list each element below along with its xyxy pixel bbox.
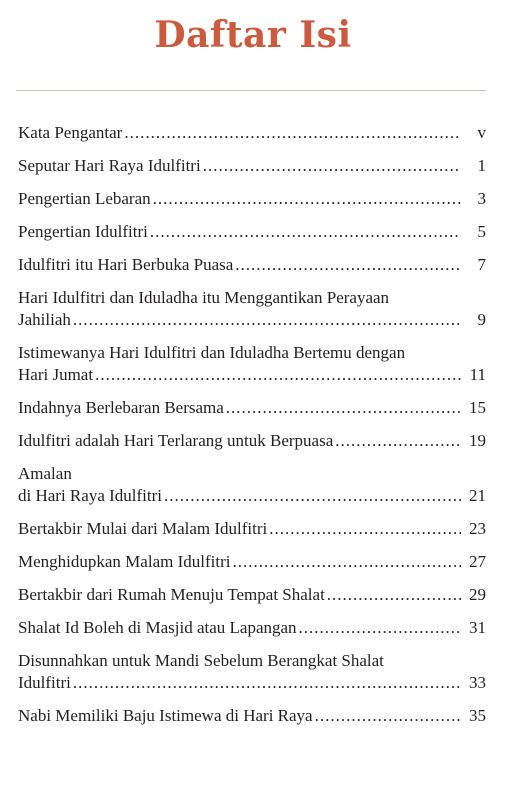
toc-entry[interactable] [18,221,486,243]
toc-entry[interactable] [18,584,486,606]
toc-entry-title: Bertakbir dari Rumah Menuju Tempat Shalat [18,585,325,604]
toc-entry[interactable] [18,650,486,694]
toc-entry-title: Idulfitri adalah Hari Terlarang untuk Berpuasa [18,431,334,450]
toc-entry[interactable] [18,254,486,276]
toc-entry[interactable] [18,705,486,727]
dot-leader [299,617,461,639]
toc-entry-title: Pengertian Lebaran [18,189,151,208]
toc-entry-title: Kata Pengantar [18,123,123,142]
toc-page-number: 19 [469,431,486,450]
toc-page-number: 3 [477,189,486,208]
toc-entry-title: Idulfitri [18,673,71,692]
toc-entry[interactable] [18,518,486,540]
toc-entry[interactable] [18,617,486,639]
toc-page-number: 23 [469,519,486,538]
toc-page-number: 35 [469,706,486,725]
toc-entry-title: Pengertian Idulfitri [18,222,148,241]
toc-page-number: 1 [477,156,486,175]
dot-leader [164,485,461,507]
dot-leader [327,584,461,606]
toc-page-number: 15 [469,398,486,417]
dot-leader [124,122,461,144]
toc-entry-title: Indahnya Berlebaran Bersama [18,398,224,417]
toc-entry[interactable] [18,122,486,144]
toc-entry[interactable] [18,287,486,331]
toc-page-number: 33 [469,673,486,692]
toc-entry[interactable] [18,397,486,419]
toc-entry-title-line: Istimewanya Hari Idulfitri dan Iduladha Bertemu dengan [18,343,406,362]
page-title: Daftar Isi [154,14,352,56]
toc-page-number: v [477,123,486,142]
toc-entry[interactable] [18,463,486,507]
dot-leader [150,221,461,243]
toc-page-number: 27 [469,552,486,571]
toc-page-number: 7 [477,255,486,274]
toc-entry-title: Bertakbir Mulai dari Malam Idulfitri [18,519,268,538]
toc-entry-title: Menghidupkan Malam Idulfitri [18,552,231,571]
dot-leader [153,188,461,210]
dot-leader [95,364,461,386]
dot-leader [203,155,461,177]
toc-entry-title: Idulfitri itu Hari Berbuka Puasa [18,255,234,274]
toc-entry-title: Seputar Hari Raya Idulfitri [18,156,201,175]
toc-page-number: 31 [469,618,486,637]
dot-leader [226,397,461,419]
toc-entry[interactable] [18,430,486,452]
toc-page-number: 11 [469,365,486,384]
toc-entry[interactable] [18,188,486,210]
toc-page-number: 5 [477,222,486,241]
toc-entry-title: Shalat Id Boleh di Masjid atau Lapangan [18,618,297,637]
dot-leader [73,672,461,694]
toc-entry-title: Hari Jumat [18,365,94,384]
dot-leader [315,705,461,727]
toc-page-number: 21 [469,486,486,505]
toc-entry-title-line: Hari Idulfitri dan Iduladha itu Menggantikan Perayaan [18,288,390,307]
toc-entry-title-line: Amalan [18,464,72,483]
dot-leader [269,518,461,540]
toc-entry[interactable] [18,155,486,177]
toc-entry-title-line: Disunnahkan untuk Mandi Sebelum Berangkat Shalat [18,651,384,670]
dot-leader [232,551,461,573]
toc-page-number: 29 [469,585,486,604]
title-divider [16,90,486,91]
dot-leader [235,254,461,276]
table-of-contents [18,122,486,738]
toc-page-number: 9 [477,310,486,329]
toc-entry-title: Nabi Memiliki Baju Istimewa di Hari Raya [18,706,313,725]
toc-entry[interactable] [18,551,486,573]
dot-leader [73,309,461,331]
toc-entry-title: Jahiliah [18,310,71,329]
dot-leader [335,430,461,452]
toc-entry-title: di Hari Raya Idulfitri [18,486,162,505]
toc-entry[interactable] [18,342,486,386]
